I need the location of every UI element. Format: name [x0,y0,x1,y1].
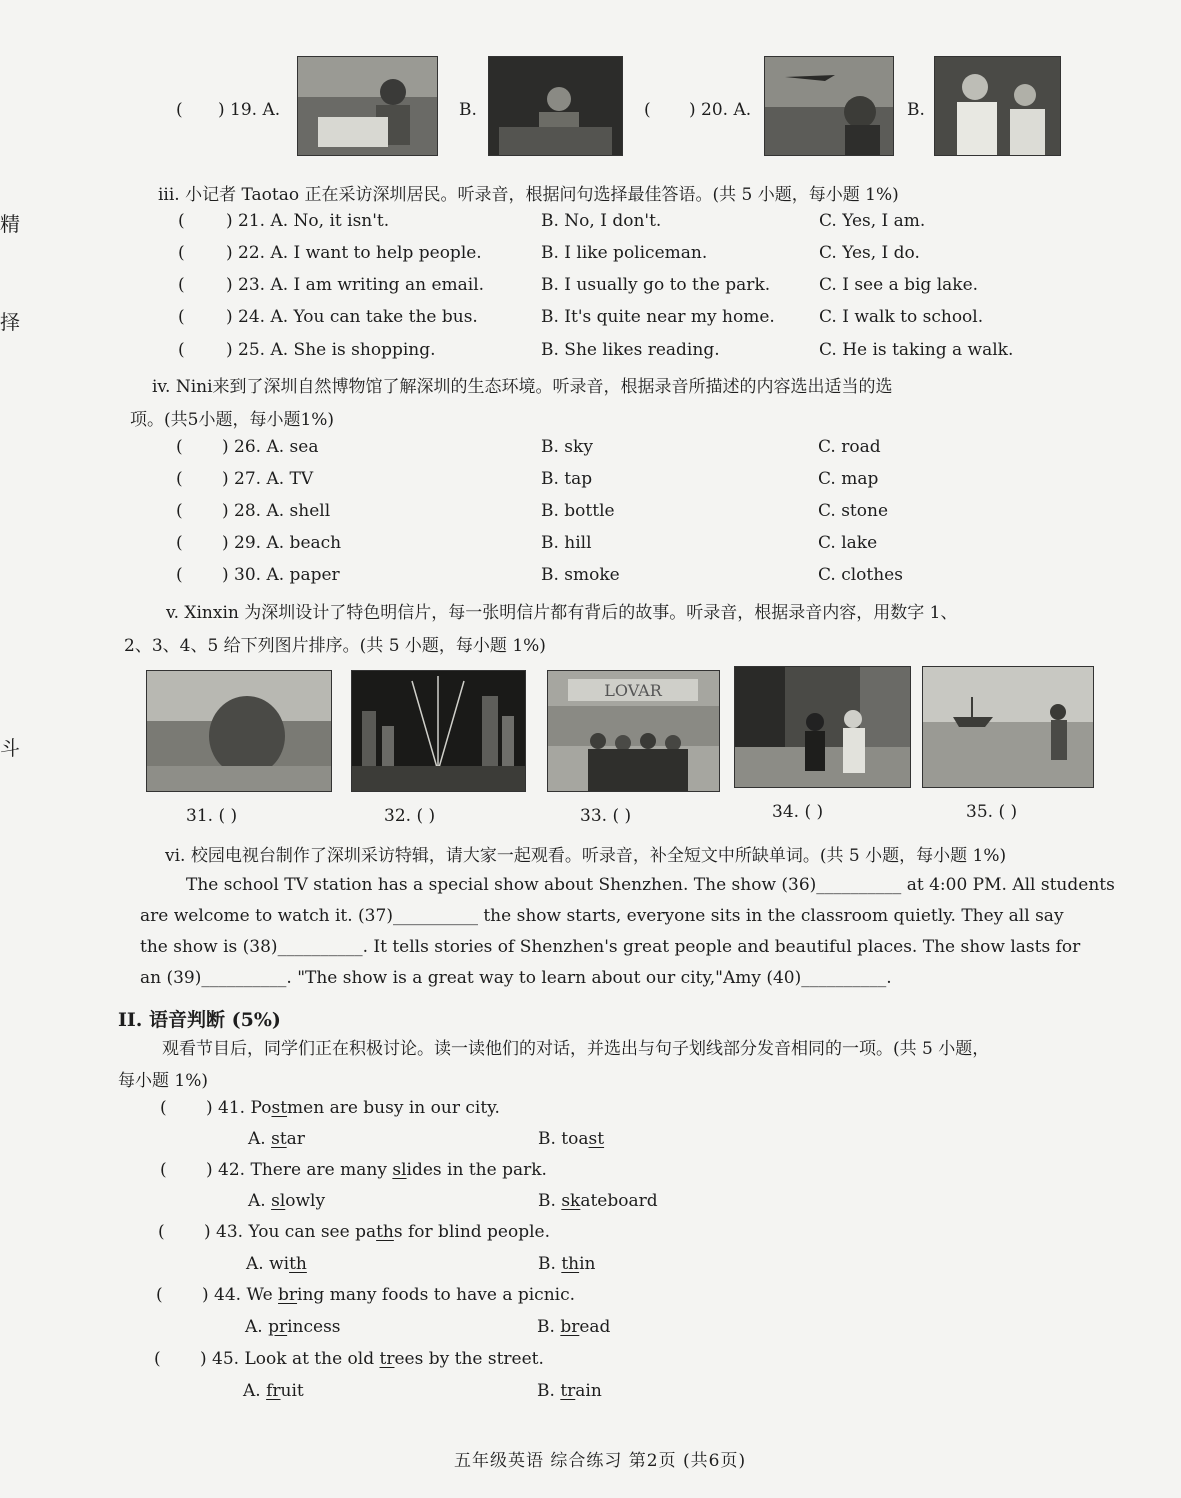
q25-option-c: C. He is taking a walk. [819,340,1014,360]
caption-32: 32. ( ) [384,806,436,826]
q19-paren: ( [176,100,183,120]
q20-paren: ( [644,100,651,120]
caption-35: 35. ( ) [966,802,1018,822]
postcard-fishing-photo [922,666,1094,788]
answer-paren: ( [158,1222,165,1242]
passage-line-3: the show is (38)__________. It tells stories of Shenzhen's great people and beautiful places. The show lasts for [140,937,1081,957]
q27-option-c: C. map [818,469,879,489]
answer-paren: ( [156,1285,163,1305]
answer-paren: ( [176,565,183,585]
q23-option-a: ) 23. A. I am writing an email. [226,275,485,295]
q24-option-b: B. It's quite near my home. [541,307,775,327]
q22-option-b: B. I like policeman. [541,243,708,263]
q19-photo-b [488,56,623,156]
q26-option-a: ) 26. A. sea [222,437,319,457]
q42-sentence: ) 42. There are many slides in the park. [206,1160,547,1180]
answer-paren: ( [178,307,185,327]
q24-option-c: C. I walk to school. [819,307,984,327]
answer-paren: ( [154,1349,161,1369]
postcard-mall-photo [547,670,720,792]
q23-option-b: B. I usually go to the park. [541,275,771,295]
q29-option-b: B. hill [541,533,592,553]
q43-sentence: ) 43. You can see paths for blind people. [204,1222,551,1242]
q26-option-c: C. road [818,437,881,457]
q30-option-a: ) 30. A. paper [222,565,340,585]
side-fragment-3: 斗 [0,736,20,760]
caption-31: 31. ( ) [186,806,238,826]
caption-33: 33. ( ) [580,806,632,826]
side-fragment-2: 择 [0,310,20,334]
q19-b-label: B. [459,100,477,120]
q21-option-b: B. No, I don't. [541,211,662,231]
q19-label: ) 19. A. [218,100,281,120]
q42-option-a: A. slowly [248,1191,326,1211]
q26-option-b: B. sky [541,437,593,457]
q20-label: ) 20. A. [689,100,752,120]
q28-option-b: B. bottle [541,501,615,521]
section-iii-title: iii. 小记者 Taotao 正在采访深圳居民。听录音，根据问句选择最佳答语。(共 5 小题，每小题 1%) [158,185,899,205]
q30-option-b: B. smoke [541,565,620,585]
answer-paren: ( [160,1160,167,1180]
q20-b-label: B. [907,100,925,120]
q20-photo-a [764,56,894,156]
part2-intro-cont: 每小题 1%) [118,1071,209,1091]
answer-paren: ( [178,211,185,231]
q20-photo-b [934,56,1061,156]
caption-34: 34. ( ) [772,802,824,822]
q45-option-b: B. train [537,1381,602,1401]
q41-option-b: B. toast [538,1129,605,1149]
q21-option-c: C. Yes, I am. [819,211,926,231]
q42-option-b: B. skateboard [538,1191,658,1211]
q41-option-a: A. star [248,1129,305,1149]
q24-option-a: ) 24. A. You can take the bus. [226,307,478,327]
q23-option-c: C. I see a big lake. [819,275,979,295]
part2-heading: II. 语音判断 (5%) [118,1009,281,1031]
side-fragment-1: 精 [0,212,20,236]
answer-paren: ( [160,1098,167,1118]
q27-option-a: ) 27. A. TV [222,469,314,489]
answer-paren: ( [176,469,183,489]
answer-paren: ( [176,533,183,553]
q21-option-a: ) 21. A. No, it isn't. [226,211,390,231]
q29-option-a: ) 29. A. beach [222,533,342,553]
q25-option-a: ) 25. A. She is shopping. [226,340,436,360]
part2-intro: 观看节目后，同学们正在积极讨论。读一读他们的对话，并选出与句子划线部分发音相同的一项。(共 5 小题， [162,1039,990,1059]
section-v-title: v. Xinxin 为深圳设计了特色明信片，每一张明信片都有背后的故事。听录音，根据录音内容，用数字 1、 [166,603,958,623]
q25-option-b: B. She likes reading. [541,340,720,360]
q45-sentence: ) 45. Look at the old trees by the street. [200,1349,544,1369]
q28-option-a: ) 28. A. shell [222,501,331,521]
q28-option-c: C. stone [818,501,889,521]
section-iv-title: iv. Nini来到了深圳自然博物馆了解深圳的生态环境。听录音，根据录音所描述的内容选出适当的选 [152,377,893,397]
answer-paren: ( [178,340,185,360]
answer-paren: ( [178,243,185,263]
page-footer: 五年级英语 综合练习 第2页 (共6页) [454,1451,747,1471]
postcard-rock-photo [146,670,332,792]
q43-option-b: B. thin [538,1254,596,1274]
mall-sign-text: LOVAR [604,681,662,700]
answer-paren: ( [176,501,183,521]
section-vi-title: vi. 校园电视台制作了深圳采访特辑，请大家一起观看。听录音，补全短文中所缺单词。(共 5 小题，每小题 1%) [165,846,1007,866]
q43-option-a: A. with [246,1254,307,1274]
q19-photo-a [297,56,438,156]
passage-line-1: The school TV station has a special show about Shenzhen. The show (36)__________ at 4:00 PM. All students [186,875,1115,895]
q44-option-a: A. princess [245,1317,341,1337]
q45-option-a: A. fruit [243,1381,304,1401]
section-iv-title-cont: 项。(共5小题，每小题1%) [130,410,335,430]
passage-line-4: an (39)__________. "The show is a great way to learn about our city,"Amy (40)__________. [140,968,892,988]
q22-option-a: ) 22. A. I want to help people. [226,243,482,263]
q29-option-c: C. lake [818,533,878,553]
section-v-title-cont: 2、3、4、5 给下列图片排序。(共 5 小题，每小题 1%) [124,636,546,656]
q27-option-b: B. tap [541,469,593,489]
q44-sentence: ) 44. We bring many foods to have a picnic. [202,1285,576,1305]
answer-paren: ( [178,275,185,295]
postcard-street-photo [734,666,911,788]
q30-option-c: C. clothes [818,565,903,585]
answer-paren: ( [176,437,183,457]
q41-sentence: ) 41. Postmen are busy in our city. [206,1098,500,1118]
q22-option-c: C. Yes, I do. [819,243,920,263]
q44-option-b: B. bread [537,1317,611,1337]
postcard-city-night-photo [351,670,526,792]
passage-line-2: are welcome to watch it. (37)__________ the show starts, everyone sits in the classroom quietly. They all say [140,906,1064,926]
